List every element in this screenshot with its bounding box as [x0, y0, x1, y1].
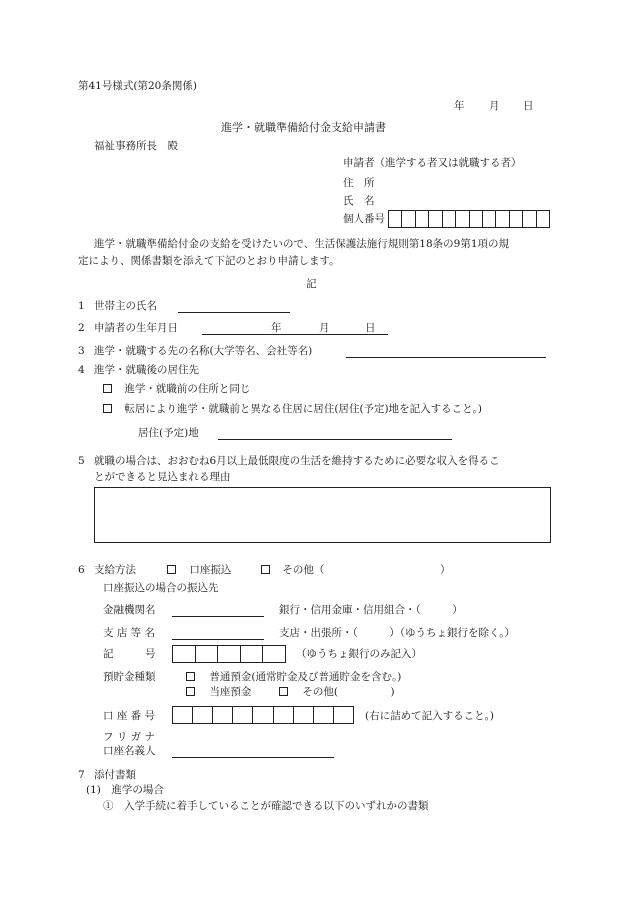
transfer-checkbox[interactable] [167, 565, 176, 574]
item2-month: 月 [319, 322, 330, 334]
item7-label: 添付書類 [94, 769, 136, 781]
bank-type-options: 銀行・信用金庫・信用組合・（ ） [279, 604, 463, 616]
deposit-ordinary-option[interactable] [186, 671, 401, 683]
furigana-label: フ リ ガ ナ [103, 731, 156, 743]
residence-label: 居住(予定)地 [138, 427, 199, 439]
item4-label: 進学・就職後の居住先 [94, 364, 199, 376]
current-deposit-checkbox[interactable] [186, 687, 195, 696]
branch-type-options: 支店・出張所・（ ）（ゆうちょ銀行を除く。） [279, 627, 516, 639]
item4-option-2[interactable] [103, 403, 482, 415]
account-number-cells[interactable] [172, 706, 354, 724]
ordinary-deposit-checkbox[interactable] [186, 672, 195, 681]
account-number-note: (右に詰めて記入すること。) [365, 710, 494, 722]
other-method-checkbox[interactable] [261, 565, 270, 574]
my-number-label: 個人番号 [343, 213, 385, 225]
date-day-label: 日 [523, 100, 534, 112]
account-holder-field[interactable] [172, 757, 334, 758]
head-of-household-name-field[interactable] [178, 312, 290, 313]
item3-label: 進学・就職する先の名称(大学等名、会社等名) [94, 345, 313, 357]
account-holder-label: 口座名義人 [103, 745, 156, 757]
applicant-name-label: 氏 名 [343, 195, 375, 207]
intro-line-1: 進学・就職準備給付金の支給を受けたいので、生活保護法施行規則第18条の9第1項の規 [94, 238, 510, 250]
item1-label: 世帯主の氏名 [94, 300, 157, 312]
applicant-label: 申請者（進学する者又は就職する者） [343, 157, 522, 169]
bank-name-field[interactable] [172, 616, 264, 617]
birth-date-field[interactable] [202, 334, 388, 335]
date-year-label: 年 [454, 100, 465, 112]
deposit-type-label: 預貯金種類 [103, 671, 156, 683]
applicant-address-label: 住 所 [343, 177, 375, 189]
item5-line-1: 就職の場合は、おおむね6月以上最低限度の生活を維持するために必要な収入を得るこ [94, 455, 500, 467]
date-month-label: 月 [489, 100, 500, 112]
item2-number: 2 [78, 322, 85, 334]
item7-sub-1-item-1: ① 入学手続に着手していることが確認できる以下のいずれかの書類 [103, 800, 429, 812]
item7-sub-1: (1) 進学の場合 [86, 784, 164, 796]
deposit-other-option[interactable] [279, 686, 395, 698]
residence-field[interactable] [218, 439, 452, 440]
symbol-label: 記 号 [103, 648, 156, 660]
branch-name-field[interactable] [172, 639, 264, 640]
item5-line-2: とができると見込まれる理由 [94, 471, 231, 483]
same-address-checkbox[interactable] [103, 384, 112, 393]
item6-number: 6 [78, 564, 85, 576]
account-number-label: 口 座 番 号 [103, 710, 156, 722]
branch-name-label: 支 店 等 名 [103, 627, 156, 639]
other-deposit-checkbox[interactable] [279, 687, 288, 696]
symbol-note: （ゆうちょ銀行のみ記入） [296, 648, 422, 660]
symbol-cells[interactable] [172, 645, 286, 663]
other-method-label: その他（ [282, 564, 325, 576]
payment-transfer-option[interactable] [167, 564, 231, 576]
form-number: 第41号様式(第20条関係) [78, 80, 197, 92]
bank-name-label: 金融機関名 [103, 604, 156, 616]
transfer-label: 口座振込 [189, 564, 232, 576]
item3-number: 3 [78, 345, 85, 357]
my-number-cells[interactable] [388, 210, 550, 228]
ki-heading: 記 [306, 278, 317, 290]
item2-year: 年 [271, 322, 282, 334]
deposit-current-option[interactable] [186, 686, 251, 698]
same-address-label: 進学・就職前の住所と同じ [124, 383, 251, 395]
employment-reason-textbox[interactable] [94, 487, 551, 543]
transfer-destination-heading: 口座振込の場合の振込先 [103, 582, 219, 594]
other-deposit-label: その他( ) [302, 686, 395, 698]
payment-other-option[interactable] [261, 564, 324, 576]
form-title: 進学・就職準備給付金支給申請書 [221, 121, 386, 134]
item1-number: 1 [78, 300, 85, 312]
addressee: 福祉事務所長 殿 [94, 140, 178, 152]
item5-number: 5 [78, 455, 85, 467]
item4-number: 4 [78, 364, 85, 376]
destination-name-field[interactable] [346, 357, 546, 358]
relocation-label: 転居により進学・就職前と異なる住居に居住(居住(予定)地を記入すること。) [124, 403, 482, 415]
item2-label: 申請者の生年月日 [94, 322, 178, 334]
relocation-checkbox[interactable] [103, 404, 112, 413]
current-deposit-label: 当座預金 [209, 686, 252, 698]
item2-day: 日 [365, 322, 376, 334]
ordinary-deposit-label: 普通預金(通常貯金及び普通貯金を含む。) [209, 671, 402, 683]
intro-line-2: 定により、関係書類を添えて下記のとおり申請します。 [78, 255, 340, 267]
item4-option-1[interactable] [103, 383, 250, 395]
item6-label: 支給方法 [94, 564, 136, 576]
item7-number: 7 [78, 769, 85, 781]
other-method-paren-close: ） [440, 564, 451, 576]
